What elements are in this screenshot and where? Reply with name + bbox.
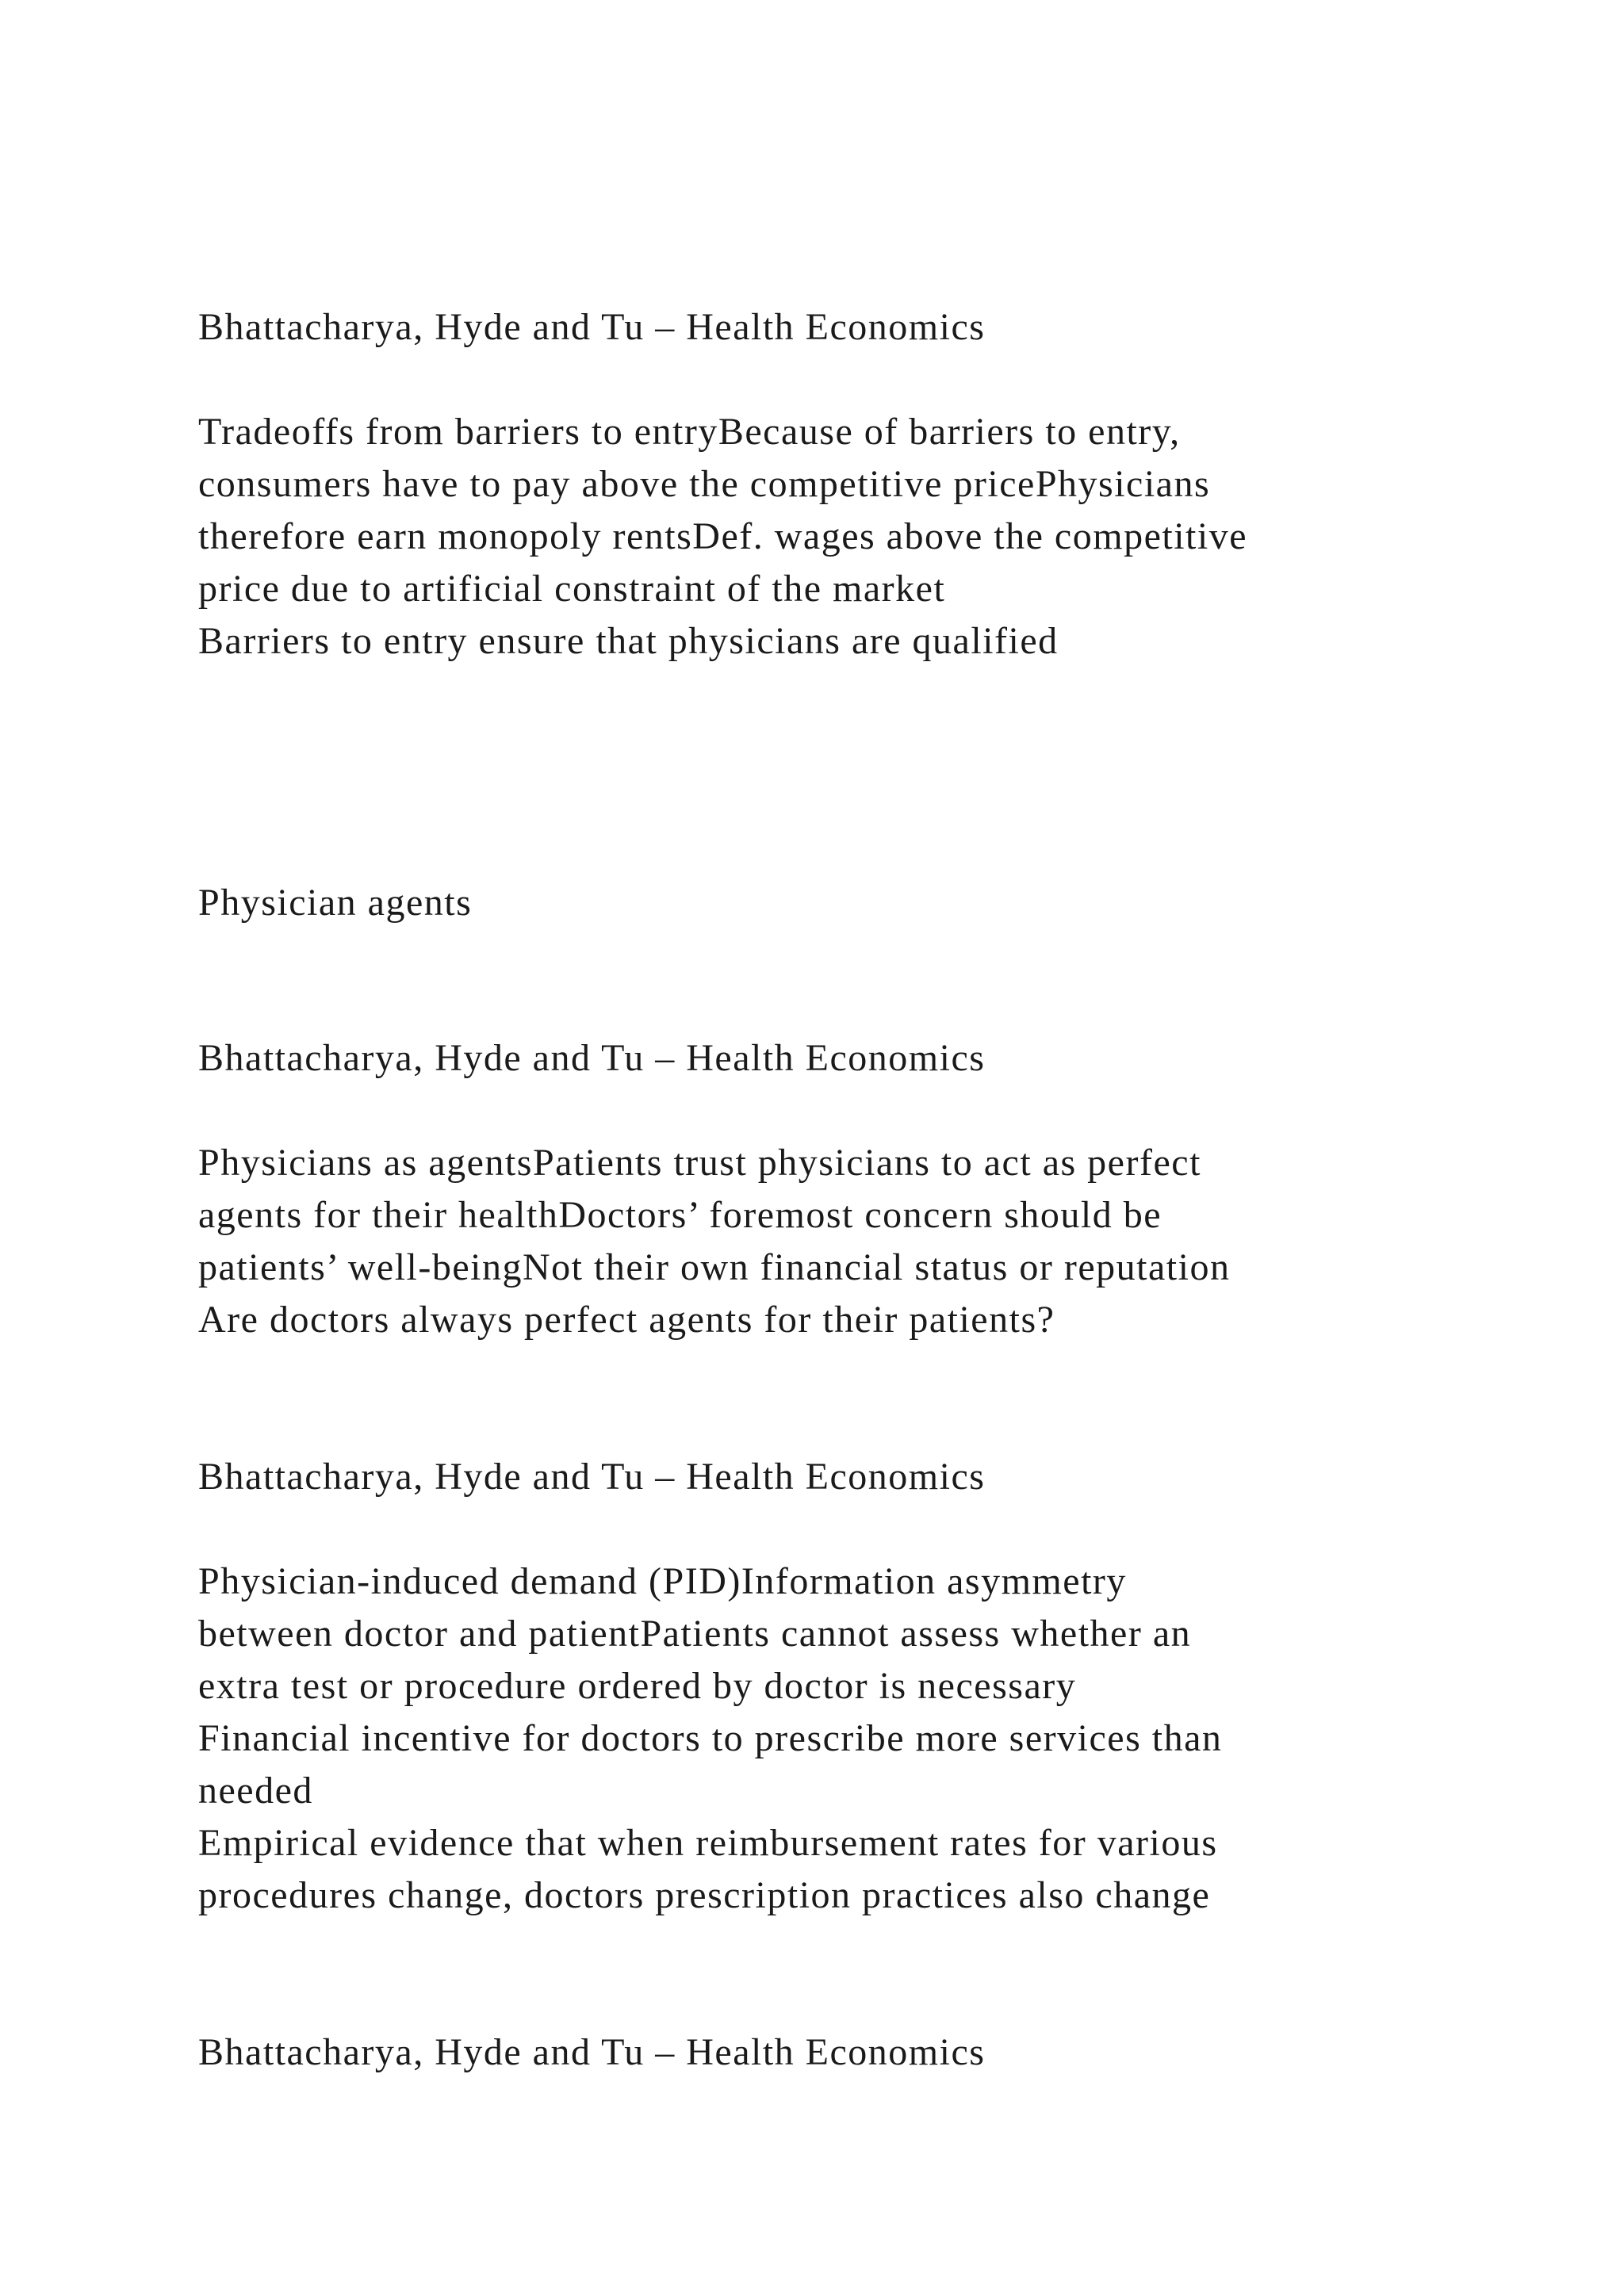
text-line: consumers have to pay above the competitive pricePhysicians <box>198 463 1211 505</box>
text-line: Financial incentive for doctors to prescribe more services than <box>198 1717 1223 1759</box>
text-line: Physician agents <box>198 882 473 924</box>
text-line: Bhattacharya, Hyde and Tu – Health Economics <box>198 306 986 348</box>
text-line: price due to artificial constraint of the market <box>198 568 946 610</box>
paragraph-physicians-as-agents <box>198 1137 1467 1346</box>
text-line: Bhattacharya, Hyde and Tu – Health Economics <box>198 1456 986 1498</box>
text-line: between doctor and patientPatients cannot assess whether an <box>198 1613 1192 1655</box>
text-line: Physicians as agentsPatients trust physicians to act as perfect <box>198 1142 1201 1184</box>
text-line: therefore earn monopoly rentsDef. wages above the competitive <box>198 515 1248 557</box>
section-title-physician-agents <box>198 877 1467 929</box>
text-line: patients’ well-beingNot their own financial status or reputation <box>198 1246 1231 1288</box>
text-line: Empirical evidence that when reimbursement rates for various <box>198 1822 1218 1864</box>
running-header <box>198 2026 1467 2079</box>
text-line: agents for their healthDoctors’ foremost concern should be <box>198 1194 1162 1236</box>
text-line: Bhattacharya, Hyde and Tu – Health Economics <box>198 2031 986 2073</box>
text-line: Bhattacharya, Hyde and Tu – Health Economics <box>198 1037 986 1079</box>
paragraph-physician-induced-demand <box>198 1556 1467 1922</box>
text-line: needed <box>198 1770 313 1812</box>
running-header <box>198 1451 1467 1503</box>
text-line: Physician-induced demand (PID)Information asymmetry <box>198 1560 1127 1602</box>
running-header <box>198 1032 1467 1085</box>
text-line: extra test or procedure ordered by doctor is necessary <box>198 1665 1077 1707</box>
text-line: Barriers to entry ensure that physicians are qualified <box>198 620 1059 662</box>
text-line: Are doctors always perfect agents for their patients? <box>198 1299 1055 1341</box>
text-line: procedures change, doctors prescription practices also change <box>198 1874 1211 1916</box>
running-header <box>198 301 1467 354</box>
paragraph-tradeoffs <box>198 406 1467 668</box>
text-line: Tradeoffs from barriers to entryBecause of barriers to entry, <box>198 411 1181 453</box>
